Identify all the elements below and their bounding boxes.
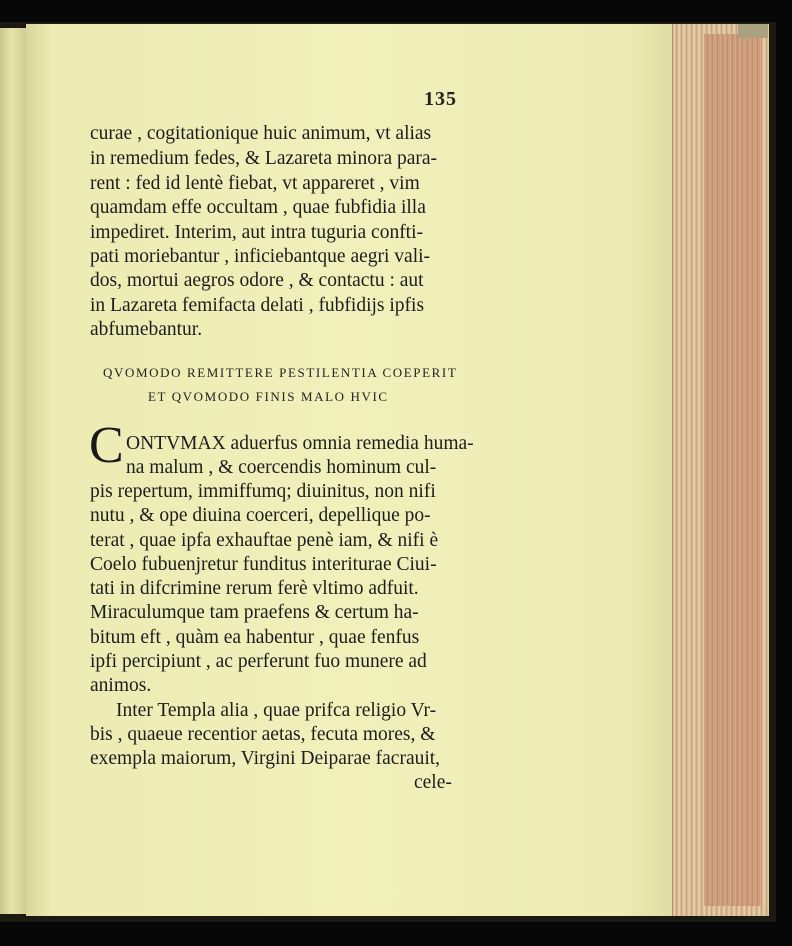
paragraph-3-line: exempla maiorum, Virgini Deiparae facrauit, [90, 748, 441, 769]
paragraph-1-line: abfumebantur. [90, 319, 203, 340]
paragraph-2-line: bitum eft , quàm ea habentur , quae fenfus [90, 627, 420, 648]
paragraph-2-line: Miraculumque tam praefens & certum ha- [90, 602, 419, 623]
paragraph-1-line: curae , cogitationique huic animum, vt alias [90, 123, 432, 144]
paragraph-2-line: na malum , & coercendis hominum cul- [126, 457, 437, 478]
paragraph-1-line: in remedium fedes, & Lazareta minora para- [90, 148, 438, 169]
paragraph-1-line: dos, mortui aegros odore , & contactu : aut [90, 270, 424, 291]
paragraph-2-line: nutu , & ope diuina coerceri, depellique po- [90, 505, 431, 526]
catchword: cele- [414, 772, 452, 793]
paragraph-2-line: animos. [90, 675, 152, 696]
paragraph-2-line: ipfi percipiunt , ac perferunt fuo munere ad [90, 651, 427, 672]
paragraph-3-line: Inter Templa alia , quae prifca religio Vr- [116, 700, 437, 721]
paragraph-1-line: pati moriebantur , inficiebantque aegri vali- [90, 246, 431, 267]
paragraph-2-line: Coelo fubuenjretur funditus interiturae Ciui- [90, 554, 437, 575]
section-heading-line: ET QVOMODO FINIS MALO HVIC [148, 389, 389, 404]
paragraph-2-first-line: ONTVMAX aduerfus omnia remedia huma- [126, 433, 474, 454]
drop-cap: C [89, 417, 124, 474]
paragraph-1-line: in Lazareta femifacta delati , fubfidijs ipfis [90, 295, 425, 316]
paragraph-2-line: terat , quae ipfa exhauftae penè iam, & nifi è [90, 530, 439, 551]
paragraph-2-line: tati in difcrimine rerum ferè vltimo adfuit. [90, 578, 419, 599]
left-page-edge [0, 28, 27, 914]
page-number: 135 [424, 88, 457, 110]
paragraph-3-line: bis , quaeue recentior aetas, fecuta mores, & [90, 724, 436, 745]
paragraph-2-line: pis repertum, immiffumq; diuinitus, non nifi [90, 481, 436, 502]
page-fore-edge-top [738, 24, 768, 38]
paragraph-1-line: quamdam effe occultam , quae fubfidia illa [90, 197, 426, 218]
paragraph-1-line: rent : fed id lentè fiebat, vt appareret , vim [90, 173, 420, 194]
section-heading-line: QVOMODO REMITTERE PESTILENTIA COEPERIT [103, 365, 458, 380]
page-fore-edge-inner [704, 34, 762, 906]
paragraph-1-line: impediret. Interim, aut intra tuguria confti- [90, 222, 424, 243]
